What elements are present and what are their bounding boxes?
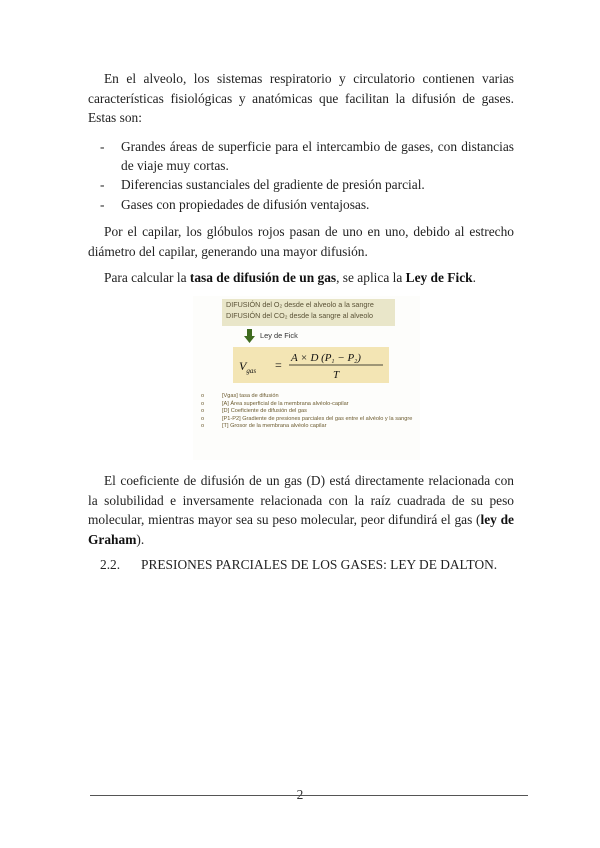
bold-ley-graham: ley de Graham xyxy=(88,512,514,547)
page-number: 2 xyxy=(296,787,304,802)
figure-header xyxy=(222,299,395,326)
svg-text:A × D (P1 − P2): A × D (P1 − P2) xyxy=(291,352,361,365)
header-line-o2: DIFUSIÓN del O₂ desde el alveolo a la sangre xyxy=(226,300,374,309)
paragraph-graham: El coeficiente de difusión de un gas (D) está directamente relacionada con la solubilidad e inversamente relacionada con la raíz cuadrada de su peso molecular, mientras mayor sea su peso molecular, peor difundirá el gas (ley de Graham). xyxy=(88,473,514,547)
bold-ley-fick: Ley de Fick xyxy=(405,270,473,285)
fick-formula xyxy=(233,347,389,383)
arrow-label: Ley de Fick xyxy=(260,331,298,340)
svg-text:Vgas: $V_{gas}$ xyxy=(239,359,257,375)
footer-divider xyxy=(90,795,528,796)
svg-text:T: T xyxy=(333,369,340,381)
formula-legend xyxy=(200,393,418,431)
svg-text:=: = xyxy=(275,358,282,372)
section-number: 2.2. xyxy=(100,557,121,572)
list-item: - Diferencias sustanciales del gradiente de presión parcial. xyxy=(100,177,425,193)
paragraph-alveolo: En el alveolo, los sistemas respiratorio y circulatorio contienen varias características fisiológicas y anatómicas que facilitan la difusión de gases. Estas son: xyxy=(88,71,514,125)
fick-law-figure xyxy=(193,296,420,460)
paragraph-fick-intro: Para calcular la tasa de difusión de un gas, se aplica la Ley de Fick. xyxy=(104,270,476,285)
header-line-co2: DIFUSIÓN del CO₂ desde la sangre al alveolo xyxy=(226,311,374,320)
legend-item: o [T] Grosor de la membrana alvéolo capilar xyxy=(201,423,327,430)
legend-item: o [Vgas] tasa de difusión xyxy=(201,393,279,399)
section-title: PRESIONES PARCIALES DE LOS GASES: LEY DE DALTON. xyxy=(141,557,498,572)
bullet-list xyxy=(100,137,514,214)
list-item: - Grandes áreas de superficie para el intercambio de gases, con distancias de viaje muy cortas. xyxy=(100,139,514,174)
list-item: - Gases con propiedades de difusión ventajosas. xyxy=(100,196,370,212)
paragraph-capilar: Por el capilar, los glóbulos rojos pasan de uno en uno, debido al estrecho diámetro del capilar, generando una mayor difusión. xyxy=(88,224,514,259)
legend-item: o [D] Coeficiente de difusión del gas xyxy=(201,408,307,415)
legend-item: o [A] Área superficial de la membrana alvéolo-capilar xyxy=(201,400,349,407)
legend-item: o [P1-P2] Gradiente de presiones parciales del gas entre el alvéolo y la sangre xyxy=(201,415,413,422)
bold-tasa-difusion: tasa de difusión de un gas xyxy=(189,270,337,285)
down-arrow-icon xyxy=(244,329,255,343)
